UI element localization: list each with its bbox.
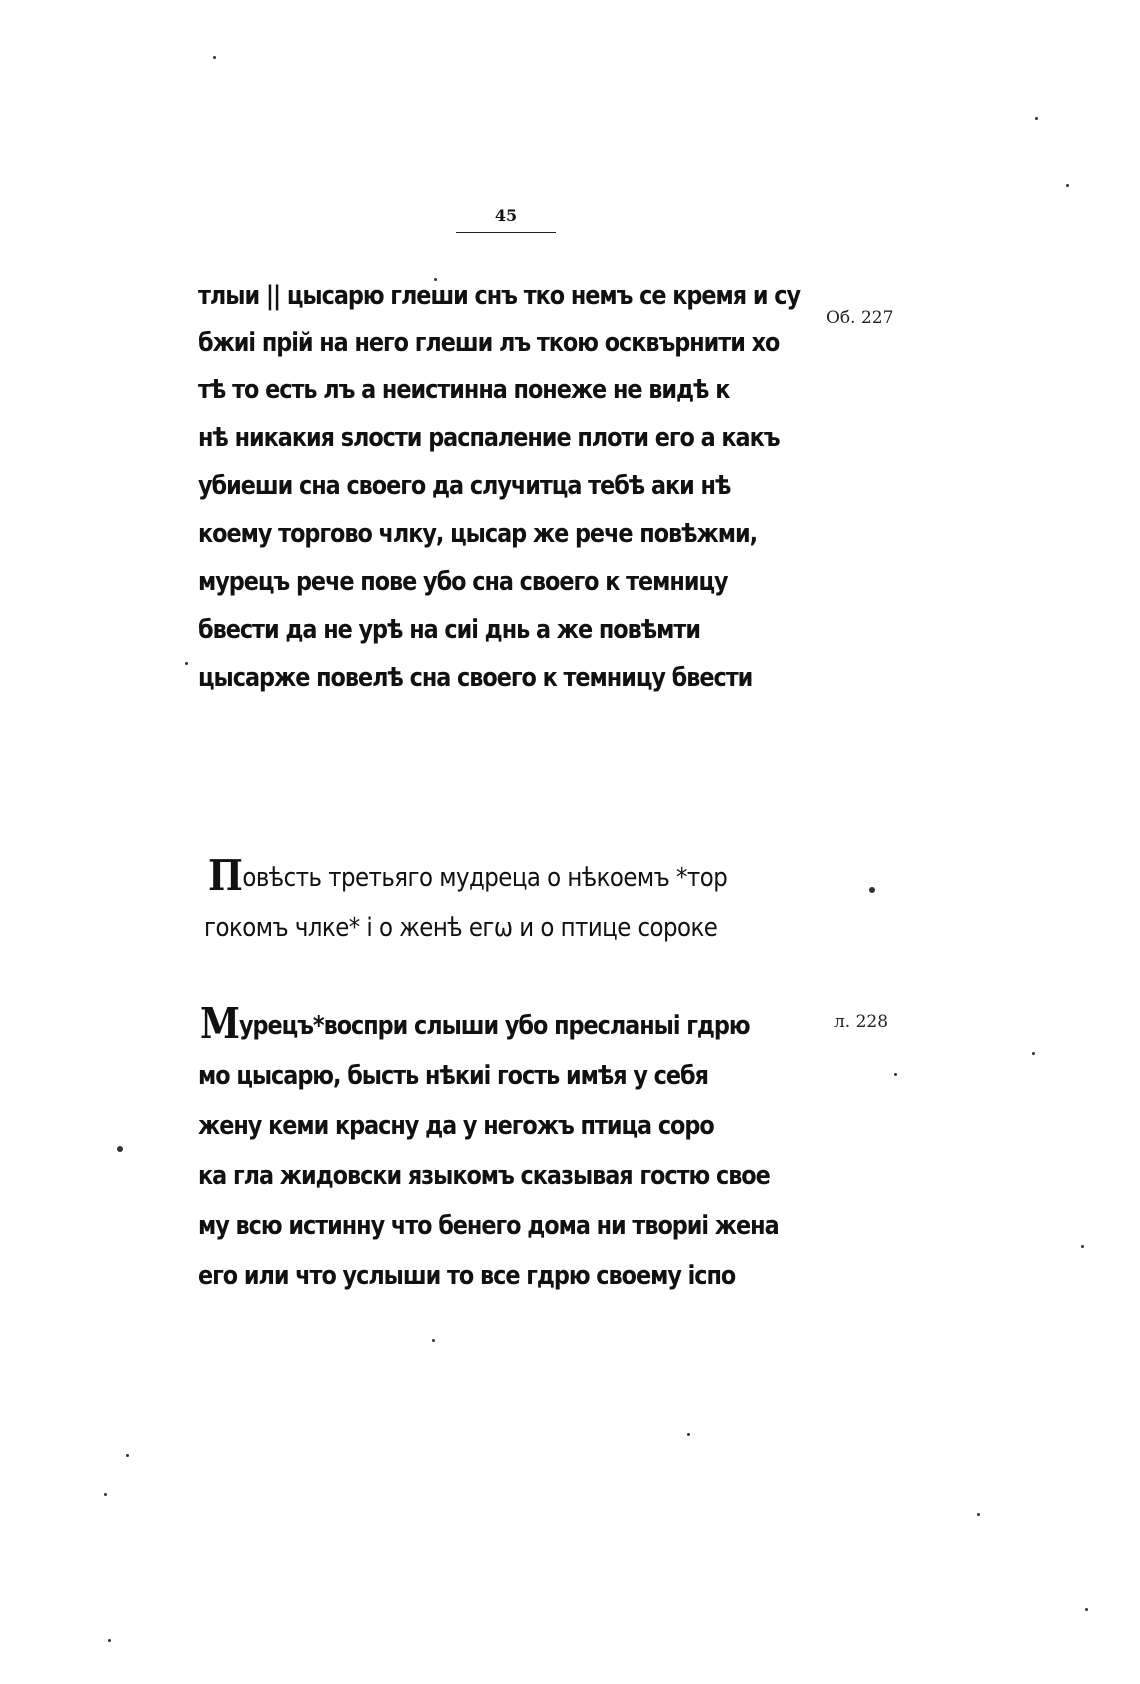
page-number: 45: [494, 206, 518, 225]
paragraph-dropcap: М: [200, 999, 239, 1048]
text-line: жену кеми красну да у негожъ птица соро: [198, 1111, 714, 1141]
text-line: его или что услыши то все гдрю своему іспо: [198, 1261, 736, 1291]
text-line: коему торгово члку, цысар же рече повѣжми,: [198, 519, 758, 549]
scan-speck: [687, 1433, 690, 1436]
scan-speck: [126, 1454, 129, 1457]
scan-speck: [1035, 117, 1038, 120]
scan-speck: [185, 662, 188, 665]
scan-speck: [117, 1146, 123, 1152]
heading-dropcap: П: [208, 851, 243, 900]
paragraph-text: урецъ*воспри слыши убо пресланыі гдрю: [238, 1011, 750, 1041]
text-line: цысарже повелѣ сна своего к темницу бвести: [198, 663, 753, 693]
scan-speck: [1081, 1245, 1084, 1248]
scan-speck: [869, 887, 875, 893]
scan-speck: [1032, 1052, 1035, 1055]
scan-speck: [104, 1493, 107, 1496]
text-line: тлыи || цысарю глеши снъ тко немъ се кремя и су: [198, 281, 801, 311]
text-line: тѣ то есть лъ а неистинна понеже не видѣ к: [198, 375, 730, 405]
heading-line: [208, 851, 754, 900]
text-line: убиеши сна своего да случитца тебѣ аки нѣ: [198, 471, 731, 501]
page-number-rule: [456, 232, 556, 233]
text-line: ка гла жидовски языкомъ сказывая гостю свое: [198, 1161, 770, 1191]
heading-text: овѣсть третьяго мудреца о нѣкоемъ *тор: [242, 863, 728, 893]
scan-speck: [1066, 184, 1069, 187]
margin-note-folio: Об. 227: [826, 308, 894, 328]
text-line: бвести да не урѣ на сиі днь а же повѣмти: [198, 615, 700, 645]
scan-speck: [894, 1073, 897, 1076]
scan-speck: [108, 1639, 111, 1642]
scan-speck: [213, 56, 216, 59]
heading-line: гокомъ члке* і о женѣ егω и о птице сороке: [204, 913, 718, 943]
scan-speck: [432, 1339, 435, 1342]
scan-speck: [1085, 1608, 1088, 1611]
text-line: мурецъ рече пове убо сна своего к темницу: [198, 567, 728, 597]
margin-note-folio: л. 228: [834, 1012, 889, 1032]
text-line: бжиі прій на него глеши лъ ткою осквърнити хо: [198, 328, 780, 358]
text-line: му всю истинну что бенего дома ни твориі жена: [198, 1211, 779, 1241]
text-line: [200, 999, 750, 1048]
text-line: нѣ никакия ѕлости распаление плоти его а какъ: [198, 423, 780, 453]
scan-speck: [977, 1513, 980, 1516]
scan-speck: [434, 278, 437, 281]
text-line: мо цысарю, бысть нѣкиі гость имѣя у себя: [198, 1061, 708, 1091]
